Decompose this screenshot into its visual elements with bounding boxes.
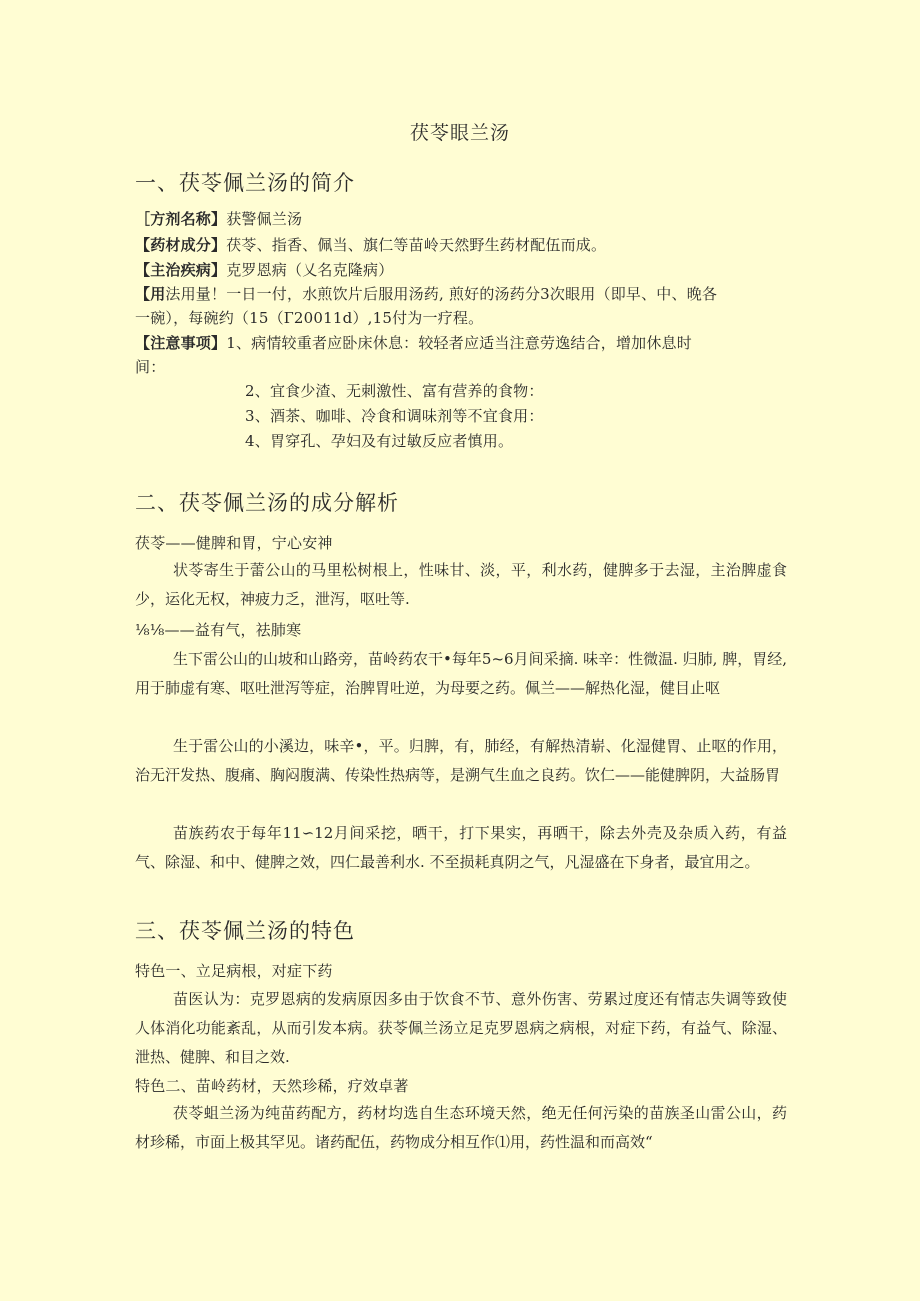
herb1-paragraph: 状苓寄生于蕾公山的马里松树根上，性味甘、淡，平，利水药，健脾多于去湿，主治脾虚食少，运化无权，神疲力乏，泄泻，呕吐等. <box>135 561 787 608</box>
indication-label: 【主治疾病】 <box>135 261 227 279</box>
notes-label: 【注意事项】 <box>135 334 227 352</box>
feature2-paragraph: 茯苓蛆兰汤为纯苗药配方，药材均选自生态环境天然，绝无任何污染的苗族圣山雷公山，药材珍稀，市面上极其罕见。诸药配伍，药物成分相互作⑴用，药性温和而高效“ <box>135 1104 787 1151</box>
usage-text-1: 法用量！一日一付，水煎饮片后服用汤药, 煎好的汤药分3次眼用（即早、中、晚各 <box>165 285 718 303</box>
ingredients-label: 【药材成分】 <box>135 236 227 254</box>
ingredients-line <box>135 234 606 255</box>
indication-line <box>135 259 393 280</box>
notes-item-2: 2、宜食少渣、无刺激性、富有营养的食物： <box>245 382 544 400</box>
usage-line-1 <box>135 283 717 304</box>
notes-item-4: 4、胃穿孔、孕妇及有过敏反应者慎用。 <box>245 432 514 450</box>
notes-line-2: 间： <box>135 358 166 376</box>
herb2-paragraph: 生下雷公山的山坡和山路旁，苗岭药农干•每年5~6月间采摘. 味辛：性微温. 归肺, 脾，胃经, 用于肺虚有寒、呕吐泄泻等症，治脾胃吐逆，为母要之药。佩兰——解热化湿，健目止呕 <box>135 650 787 697</box>
section3-heading: 三、茯苓佩兰汤的特色 <box>135 919 355 943</box>
herb3-paragraph: 生于雷公山的小溪边，味辛•，平。归脾，有，肺经，有解热清崭、化湿健胃、止呕的作用，治无汗发热、腹痛、胸闷腹满、传染性热病等，是溯气生血之良药。饮仁——能健脾阴，大益肠胃 <box>135 737 787 784</box>
prescription-value: 获警佩兰汤 <box>226 210 303 228</box>
usage-label: 【用 <box>135 285 166 303</box>
herb1-title: 茯苓——健脾和胃，宁心安神 <box>135 534 333 552</box>
indication-value: 克罗恩病（乂名克隆病） <box>226 261 394 279</box>
usage-line-2: 一碗），每碗约（15（Г20011d）,15付为一疗程。 <box>135 309 484 327</box>
herb2-title: ⅛⅛——益有气，祛肺寒 <box>135 621 302 639</box>
section2-heading: 二、茯苓佩兰汤的成分解析 <box>135 491 399 515</box>
herb4-paragraph: 苗族药农于每年11∽12月间采挖，晒干，打下果实，再晒干，除去外壳及杂质入药，有益气、除湿、和中、健脾之效，四仁最善利水. 不至损耗真阴之气，凡湿盛在下身者，最宜用之。 <box>135 824 787 871</box>
notes-item-3: 3、酒茶、咖啡、冷食和调味剂等不宜食用： <box>245 407 544 425</box>
notes-text-1: 1、病情较重者应卧床休息：较轻者应适当注意劳逸结合，增加休息时 <box>226 334 692 352</box>
feature2-title: 特色二、苗岭药材，天然珍稀，疗效卓著 <box>135 1077 409 1095</box>
document-title: 茯苓眼兰汤 <box>409 122 510 144</box>
notes-line-1 <box>135 332 692 353</box>
prescription-label: ［方剂名称】 <box>135 210 227 228</box>
feature1-paragraph: 苗医认为：克罗恩病的发病原因多由于饮食不节、意外伤害、劳累过度还有情志失调等致使人体消化功能紊乱，从而引发本病。获苓佩兰汤立足克罗恩病之病根，对症下药，有益气、除湿、泄热、健脾、和目之效. <box>135 990 787 1066</box>
ingredients-value: 茯苓、指香、佩当、旗仁等苗岭天然野生药材配伍而成。 <box>226 236 607 254</box>
section1-heading: 一、茯苓佩兰汤的简介 <box>135 171 355 195</box>
feature1-title: 特色一、立足病根，对症下药 <box>135 962 333 980</box>
prescription-line <box>135 208 302 229</box>
